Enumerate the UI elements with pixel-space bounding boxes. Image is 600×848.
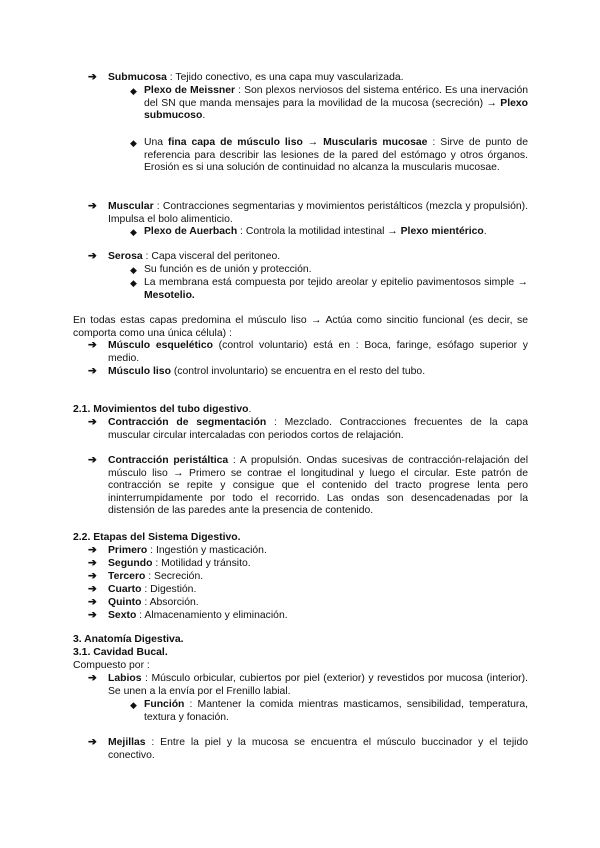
diamond-bullet-icon: ◆ [130, 86, 137, 96]
heading: 3. Anatomía Digestiva. [73, 634, 184, 645]
list-item-etapa [88, 571, 528, 584]
diamond-bullet-icon: ◆ [130, 227, 137, 237]
list-item-liso [88, 366, 528, 379]
list-item-etapa [88, 558, 528, 571]
list-item-fina-capa [130, 137, 528, 175]
list-item-auerbach [130, 226, 528, 239]
text: : Absorción. [141, 597, 199, 608]
text: Compuesto por : [73, 660, 150, 671]
term: Primero [108, 545, 148, 556]
list-item-peristaltica [88, 455, 528, 518]
arrow-bullet-icon: ➔ [88, 455, 97, 466]
text: : Motilidad y tránsito. [152, 558, 251, 569]
list-item-etapa [88, 610, 528, 623]
paragraph-capas [73, 315, 528, 340]
arrow-bullet-icon: ➔ [88, 610, 97, 621]
term: Mejillas [108, 737, 146, 748]
term-end: Plexo mientérico [400, 226, 484, 237]
term: Muscular [108, 201, 154, 212]
term: Labios [108, 673, 142, 684]
diamond-bullet-icon: ◆ [130, 138, 137, 148]
term: Plexo de Auerbach [144, 226, 238, 237]
list-item-etapa [88, 545, 528, 558]
arrow-bullet-icon: ➔ [88, 558, 97, 569]
section-heading-2-2 [73, 532, 528, 545]
arrow-bullet-icon: ➔ [88, 201, 97, 212]
text-tail: . [483, 226, 487, 237]
text: La membrana está compuesta por tejido areolar y epitelio pavimentosos simple → [144, 277, 528, 288]
section-heading-2-1 [73, 404, 528, 417]
list-item-funcion [130, 699, 528, 724]
text-tail: . [202, 110, 206, 122]
term: Función [144, 699, 185, 710]
text: En todas estas capas predomina el músculo liso → Actúa como sincitio funcional (es decir, se comporta como una única célula) : [73, 315, 528, 339]
text: : Capa visceral del peritoneo. [142, 251, 281, 262]
term: Músculo esquelético [108, 340, 213, 351]
text: : Digestión. [141, 584, 197, 595]
term: Músculo liso [108, 366, 171, 377]
term-end: Mesotelio. [144, 289, 195, 301]
arrow-bullet-icon: ➔ [88, 72, 97, 83]
text: : Contracciones segmentarias y movimientos peristálticos (mezcla y propulsión). Impulsa el bolo alimenticio. [108, 201, 528, 225]
text: : Controla la motilidad intestinal → [237, 226, 401, 237]
list-item-segmentacion [88, 417, 528, 442]
text: (control voluntario) está en : Boca, faringe, esófago superior y medio. [108, 340, 528, 364]
term: Contracción de segmentación [108, 417, 267, 428]
text: : Mezclado. Contracciones frecuentes de la capa muscular circular intercaladas con periodos cortos de relajación. [108, 417, 528, 441]
arrow-bullet-icon: ➔ [88, 417, 97, 428]
section-heading-3 [73, 634, 528, 647]
term: Submucosa [108, 72, 167, 83]
arrow-bullet-icon: ➔ [88, 597, 97, 608]
diamond-bullet-icon: ◆ [130, 278, 137, 288]
text: : Ingestión y masticación. [147, 545, 267, 556]
list-item-meissner [130, 85, 528, 123]
heading-tail: . [248, 404, 252, 415]
list-item-etapa [88, 597, 528, 610]
section-heading-3-1 [73, 647, 528, 660]
text: : Son plexos nerviosos del sistema entérico. Es una inervación del SN que manda mensajes para la movilidad de la mucosa (secreción) → [144, 85, 528, 109]
term-end: Plexo submucoso [144, 97, 528, 122]
arrow-bullet-icon: ➔ [88, 737, 97, 748]
text: Su función es de unión y protección. [144, 264, 312, 275]
diamond-bullet-icon: ◆ [130, 700, 137, 710]
diamond-bullet-icon: ◆ [130, 265, 137, 275]
term: Sexto [108, 610, 137, 621]
term: Segundo [108, 558, 153, 569]
arrow-bullet-icon: ➔ [88, 545, 97, 556]
heading: 2.1. Movimientos del tubo digestivo [73, 404, 249, 415]
term: Plexo de Meissner [144, 85, 236, 96]
text: : Músculo orbicular, cubiertos por piel (exterior) y revestidos por mucosa (interior). Se unen a la envía por el Frenillo labial. [108, 673, 528, 697]
arrow-bullet-icon: ➔ [88, 571, 97, 582]
text: (control involuntario) se encuentra en el resto del tubo. [170, 366, 426, 377]
list-item-serosa [88, 251, 528, 264]
list-item-muscular [88, 201, 528, 226]
text: : A propulsión. Ondas sucesivas de contracción-relajación del músculo liso → Primero se contrae el longitudinal y luego el circular. Este patrón de contracción se repite y consigue que el contenido del tracto progrese lenta pero ininterrumpidamente por todo el recorrido. Las ondas son desencadenadas por la distensión de las paredes ante la presencia de contenido. [108, 455, 528, 517]
term: Contracción peristáltica [108, 455, 229, 466]
list-item-labios [88, 673, 528, 698]
term: Cuarto [108, 584, 142, 595]
text: : Tejido conectivo, es una capa muy vascularizada. [166, 72, 404, 83]
text: : Secreción. [145, 571, 204, 582]
heading: 3.1. Cavidad Bucal. [73, 647, 168, 658]
list-item-membrana [130, 277, 528, 302]
text: : Mantener la comida mientras masticamos, sensibilidad, temperatura, textura y fonación. [144, 699, 528, 723]
term: fina capa de músculo liso → Muscularis mucosae [168, 137, 428, 148]
heading: 2.2. Etapas del Sistema Digestivo. [73, 532, 241, 543]
list-item-etapa [88, 584, 528, 597]
list-item-submucosa [88, 72, 528, 85]
list-item-mejillas [88, 737, 528, 762]
arrow-bullet-icon: ➔ [88, 340, 97, 351]
text: : Entre la piel y la mucosa se encuentra el músculo buccinador y el tejido conectivo. [108, 737, 528, 761]
term: Quinto [108, 597, 142, 608]
arrow-bullet-icon: ➔ [88, 584, 97, 595]
text-pre: Una [144, 137, 169, 148]
list-item-esqueletico [88, 340, 528, 365]
arrow-bullet-icon: ➔ [88, 366, 97, 377]
text: : Almacenamiento y eliminación. [136, 610, 288, 621]
arrow-bullet-icon: ➔ [88, 673, 97, 684]
term: Serosa [108, 251, 143, 262]
arrow-bullet-icon: ➔ [88, 251, 97, 262]
paragraph-compuesto [73, 660, 528, 673]
list-item-serosa-funcion [130, 264, 528, 277]
term: Tercero [108, 571, 146, 582]
text: : Sirve de punto de referencia para describir las lesiones de la pared del estómago y otros órganos. Erosión es si una solución de continuidad no alcanza la muscularis mucosae. [144, 137, 528, 174]
